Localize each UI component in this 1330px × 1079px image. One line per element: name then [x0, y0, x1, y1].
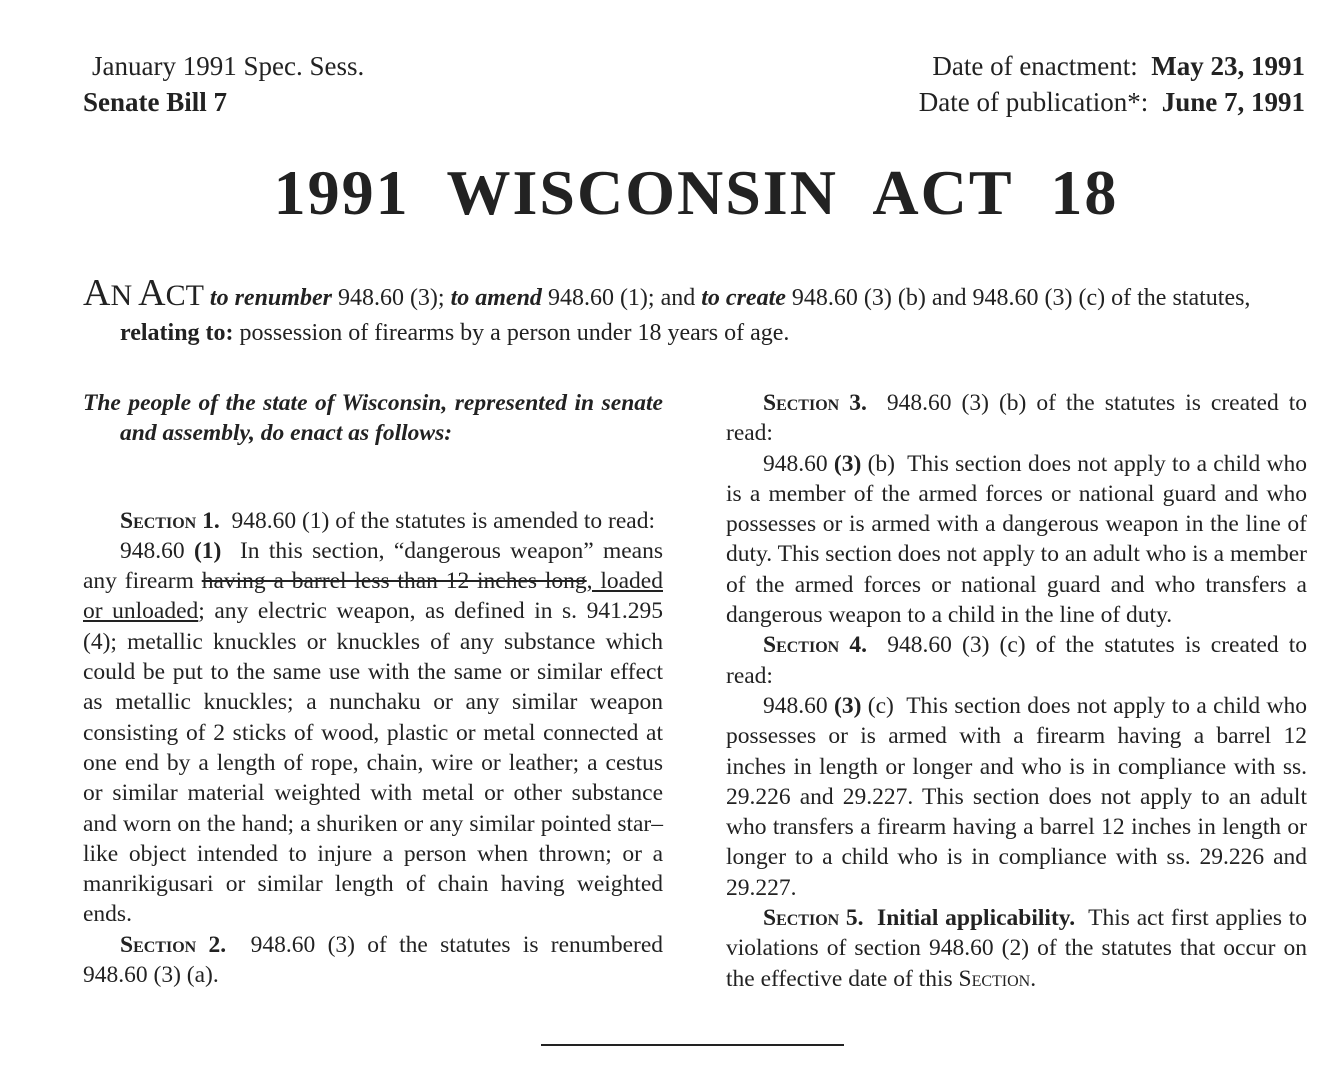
- publication-date: June 7, 1991: [1161, 87, 1305, 117]
- an-act-cap-a: A: [83, 272, 111, 314]
- section-3-par: (b): [867, 450, 895, 477]
- act-description: [83, 272, 1307, 351]
- section-4-intro: [726, 630, 1307, 691]
- an-act-n: N: [110, 279, 133, 312]
- relating-text: possession of firearms by a person under 18 years of age.: [233, 320, 790, 346]
- section-2-text: 948.60 (3) of the statutes is renumbered 948.60 (3) (a).: [83, 931, 664, 989]
- create-text: 948.60 (3) (b) and 948.60 (3) (c) of the statutes,: [785, 285, 1251, 311]
- create-label: to create: [701, 285, 786, 311]
- enacting-clause: The people of the state of Wisconsin, represented in senate and assembly, do enact as follows:: [83, 390, 663, 447]
- page-title: 1991 WISCONSIN ACT 18: [273, 157, 1119, 228]
- section-4-ref: 948.60: [763, 692, 828, 719]
- section-3-intro: [726, 388, 1307, 449]
- section-1-ref: 948.60: [120, 537, 185, 564]
- section-5-period: .: [1030, 965, 1037, 992]
- section-4-label: Section 4.: [763, 632, 867, 659]
- publication-date-line: [919, 84, 1305, 120]
- section-3-body: [726, 449, 1307, 631]
- section-1-inserted-text: , loaded or unloaded: [83, 568, 663, 625]
- enactment-date: May 23, 1991: [1151, 51, 1305, 81]
- right-column: [726, 388, 1307, 994]
- an-act-ct: CT: [165, 279, 204, 312]
- section-3-ref: 948.60: [763, 450, 828, 477]
- section-4-text: 948.60 (3) (c) of the statutes is created to read:: [726, 632, 1308, 689]
- section-1-label: Section 1.: [120, 507, 220, 534]
- section-1-text-b: ; any electric weapon, as defined in s. 941.295 (4); metallic knuckles or knuckles of any substance which could be put to the same use with the same or similar effect as metallic knuckles; a nunchaku or any similar weapon consisting of 2 sticks of wood, plastic or metal connected at one end by a length of rope, chain, wire or leather; a cestus or similar material weighted with metal or other substance and worn on the hand; a shuriken or any similar pointed star–like object intended to injure a person when thrown; or a manrikigusari or similar length of chain having weighted ends.: [83, 598, 663, 928]
- section-3-body-text: This section does not apply to a child who is a member of the armed forces or national guard and who possesses or is armed with a dangerous weapon in the line of duty. This section does not apply to an adult who is a member of the armed forces or national guard and who transfers a dangerous weapon to a child in the line of duty.: [726, 450, 1308, 629]
- amend-text: 948.60 (1); and: [541, 285, 702, 311]
- section-3-text: 948.60 (3) (b) of the statutes is created to read:: [726, 390, 1308, 447]
- section-5-end-word: Section: [958, 965, 1031, 992]
- act-description-line2: [83, 316, 1307, 351]
- section-4-sub: (3): [834, 692, 862, 719]
- section-1-sub: (1): [193, 537, 222, 564]
- section-5-body: This act first applies to violations of section 948.60 (2) of the statutes that occur on the effective date of this: [726, 905, 1307, 992]
- amend-label: to amend: [450, 285, 542, 311]
- bill-number: Senate Bill 7: [83, 87, 228, 117]
- section-5: [726, 903, 1307, 994]
- section-1-struck-text: having a barrel less than 12 inches long: [201, 568, 587, 595]
- session-label: January 1991 Spec. Sess.: [92, 51, 365, 81]
- renumber-label: to renumber: [209, 285, 332, 311]
- section-1-body: [83, 536, 663, 930]
- enactment-date-line: [932, 48, 1305, 84]
- section-1-text: 948.60 (1) of the statutes is amended to read:: [231, 507, 655, 534]
- section-2: [83, 930, 663, 991]
- an-act-cap-a2: A: [138, 272, 166, 314]
- left-column: [83, 388, 663, 990]
- relating-label: relating to:: [120, 320, 234, 346]
- section-4-body-text: This section does not apply to a child who possesses or is armed with a firearm having a barrel 12 inches in length or longer and who is in compliance with ss. 29.226 and 29.227. This section does not apply to an adult who transfers a firearm having a barrel 12 inches in length or longer to a child who is in compliance with ss. 29.226 and 29.227.: [726, 692, 1308, 901]
- section-4-par: (c): [867, 692, 894, 719]
- section-2-label: Section 2.: [120, 931, 227, 958]
- section-5-heading: Initial applicability.: [877, 905, 1076, 932]
- footer-divider: [541, 1044, 844, 1046]
- renumber-text: 948.60 (3);: [331, 285, 451, 311]
- publication-label: Date of publication*:: [918, 87, 1149, 117]
- section-3-label: Section 3.: [763, 390, 867, 416]
- section-4-body: [726, 691, 1307, 903]
- section-1-intro: [83, 506, 663, 536]
- act-description-line1: [83, 272, 1307, 316]
- section-5-label: Section 5.: [763, 905, 864, 932]
- enactment-label: Date of enactment:: [932, 51, 1138, 81]
- section-1-text-a: In this section, “dangerous weapon” means any firearm: [83, 537, 664, 595]
- section-3-sub: (3): [833, 450, 862, 477]
